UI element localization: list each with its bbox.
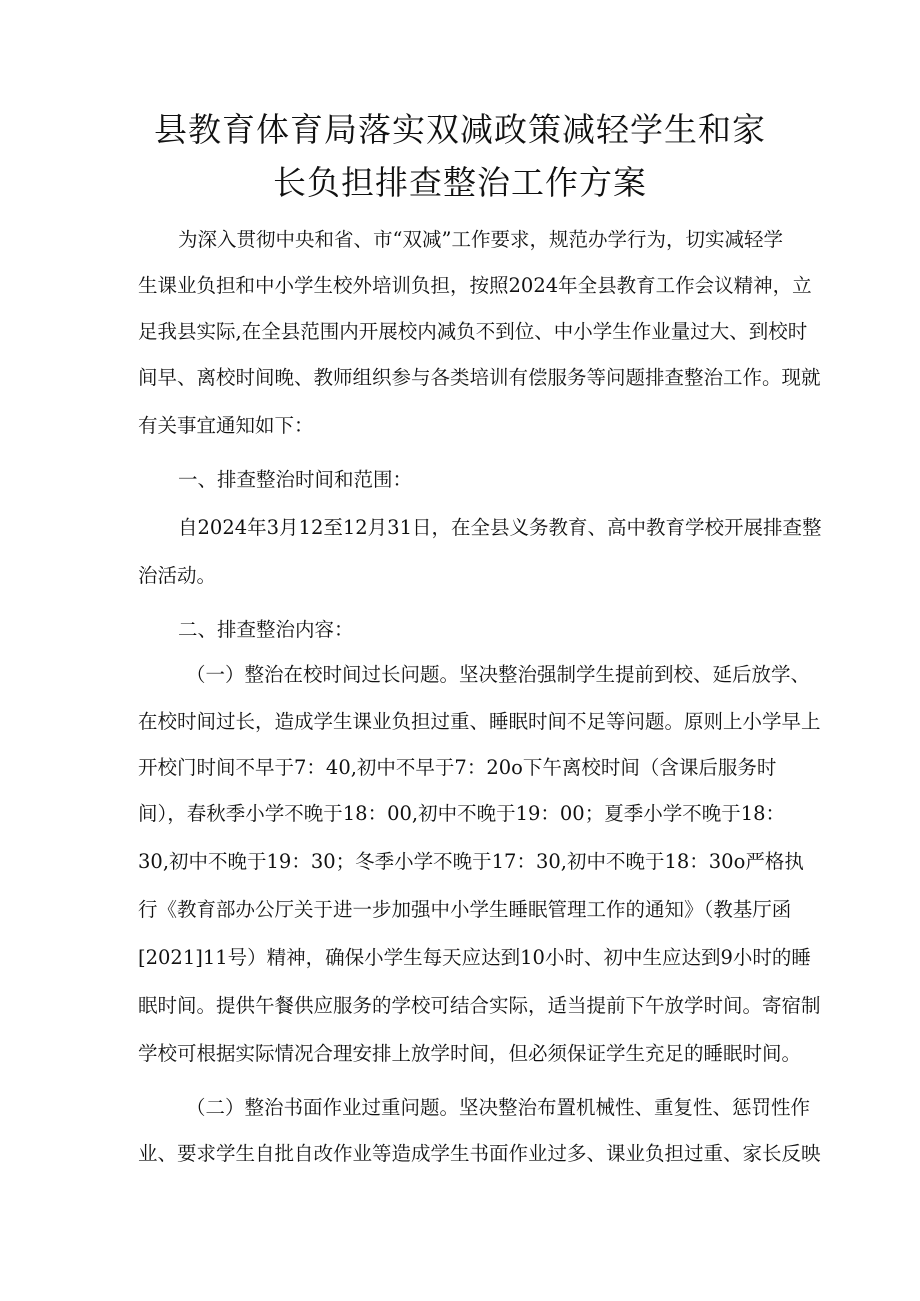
paragraph-line: [2021]11号）精神，确保小学生每天应达到10小时、初中生应达到9小时的睡 bbox=[138, 946, 811, 969]
section-heading: 一、排查整治时间和范围： bbox=[178, 468, 413, 491]
paragraph-line: 自2024年3月12至12月31日，在全县义务教育、高中教育学校开展排查整 bbox=[178, 516, 822, 539]
paragraph-line: 在校时间过长，造成学生课业负担过重、睡眠时间不足等问题。原则上小学早上 bbox=[138, 710, 821, 733]
paragraph-line: 开校门时间不早于7：40,初中不早于7：20o下午离校时间（含课后服务时 bbox=[138, 756, 777, 779]
paragraph-line: 业、要求学生自批自改作业等造成学生书面作业过多、课业负担过重、家长反映 bbox=[138, 1142, 821, 1165]
paragraph-line: 治活动。 bbox=[138, 564, 217, 587]
paragraph-line: 生课业负担和中小学生校外培训负担，按照2024年全县教育工作会议精神，立 bbox=[138, 274, 812, 297]
paragraph-line: （二）整治书面作业过重问题。坚决整治布置机械性、重复性、惩罚性作 bbox=[186, 1096, 811, 1119]
paragraph-line: 间），春秋季小学不晚于18：00,初中不晚于19：00；夏季小学不晚于18： bbox=[138, 802, 786, 825]
paragraph-line: （一）整治在校时间过长问题。坚决整治强制学生提前到校、延后放学、 bbox=[186, 663, 811, 686]
document-title-line-2: 长负担排查整治工作方案 bbox=[273, 163, 647, 202]
paragraph-line: 学校可根据实际情况合理安排上放学时间，但必须保证学生充足的睡眠时间。 bbox=[138, 1042, 802, 1065]
paragraph-line: 为深入贯彻中央和省、市“双减”工作要求，规范办学行为，切实减轻学 bbox=[178, 228, 783, 251]
paragraph-line: 行《教育部办公厅关于进一步加强中小学生睡眠管理工作的通知》（教基厅函 bbox=[138, 898, 792, 921]
document-title-line-1: 县教育体育局落实双减政策减轻学生和家 bbox=[154, 110, 766, 149]
paragraph-line: 间早、离校时间晚、教师组织参与各类培训有偿服务等问题排查整治工作。现就 bbox=[138, 366, 821, 389]
paragraph-line: 有关事宜通知如下： bbox=[138, 414, 314, 437]
paragraph-line: 30,初中不晚于19：30；冬季小学不晚于17：30,初中不晚于18：30o严格执 bbox=[138, 850, 804, 873]
section-heading: 二、排查整治内容： bbox=[178, 618, 354, 641]
paragraph-line: 足我县实际,在全县范围内开展校内减负不到位、中小学生作业量过大、到校时 bbox=[138, 320, 808, 343]
paragraph-line: 眠时间。提供午餐供应服务的学校可结合实际，适当提前下午放学时间。寄宿制 bbox=[138, 994, 821, 1017]
